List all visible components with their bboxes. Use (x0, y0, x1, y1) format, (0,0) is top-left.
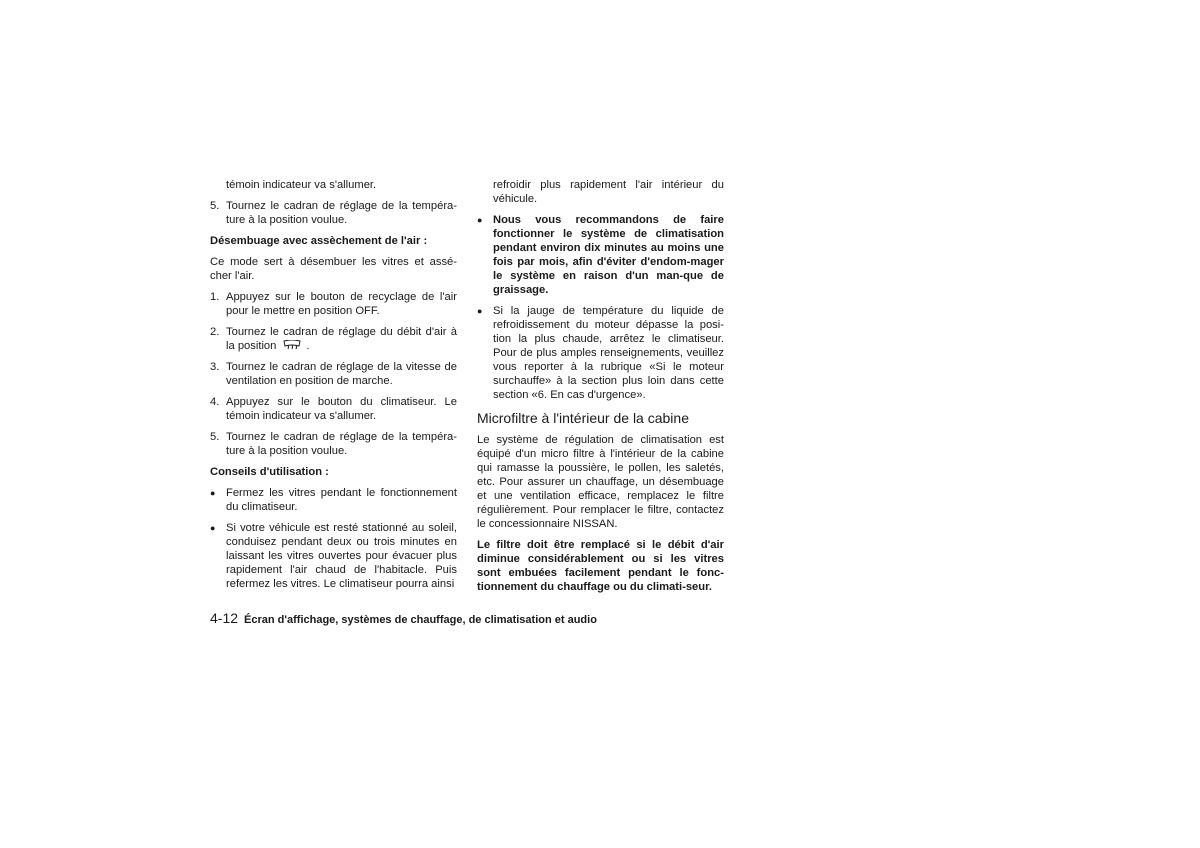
step-number: 5. (210, 200, 220, 212)
bullet-text: Fermez les vitres pendant le fonctionnement du climatiseur. (226, 487, 457, 513)
step-number: 2. (210, 326, 220, 338)
step-number: 1. (210, 291, 220, 303)
warning-paragraph: Le filtre doit être remplacé si le débit d'air diminue considérablement ou si les vitres sont embuées facilement pendant le fonc-tionnement du chauffage ou du climati-seur. (477, 539, 724, 593)
bullet-text: Nous vous recommandons de faire fonctionner le système de climatisation pendant environ dix minutes au moins une fois par mois, afin d'éviter d'endom-mager le système en raison d'un man-que de graissage. (493, 214, 724, 296)
bullet-text: Si votre véhicule est resté stationné au soleil, conduisez pendant deux ou trois minutes en laissant les vitres ouvertes pour évacuer plus rapidement l'air chaud de l'habitacle. Puis refermez les vitres. Le climatiseur pourra ainsi (226, 522, 457, 590)
bullet-icon: ● (477, 215, 483, 225)
defroster-icon (282, 340, 302, 352)
section-heading: Désembuage avec assèchement de l'air : (210, 235, 428, 247)
step-text-part: . (306, 340, 310, 352)
bullet-item (477, 213, 724, 297)
bullet-icon: ● (210, 523, 216, 533)
step-text: Appuyez sur le bouton de recyclage de l'air pour le mettre en position OFF. (226, 291, 457, 317)
bullet-text: Si la jauge de température du liquide de refroidissement du moteur dépasse la posi-tion la plus chaude, arrêtez le climatiseur. Pour de plus amples renseignements, veuillez vous reporter à la rubrique «Si le moteur surchauffe» à la section plus loin dans cette section «6. En cas d'urgence». (493, 305, 724, 401)
step-text: Tournez le cadran de réglage de la tempéra-ture à la position voulue. (226, 431, 457, 457)
step-text-part: Tournez le cadran de réglage du débit d'air à la position (226, 326, 457, 352)
chapter-title: Écran d'affichage, systèmes de chauffage, de climatisation et audio (244, 614, 597, 626)
bullet-item (210, 486, 457, 514)
step-number: 5. (210, 431, 220, 443)
bullet-item (210, 521, 457, 591)
step-item (210, 325, 457, 353)
step-text: Tournez le cadran de réglage de la vitesse de ventilation en position de marche. (226, 361, 457, 387)
left-column (210, 178, 457, 598)
page-footer (210, 610, 730, 626)
paragraph: Ce mode sert à désembuer les vitres et assé-cher l'air. (210, 256, 457, 282)
step-item (210, 430, 457, 458)
paragraph: refroidir plus rapidement l'air intérieur du véhicule. (493, 179, 724, 205)
step-text: Tournez le cadran de réglage de la tempéra-ture à la position voulue. (226, 200, 457, 226)
paragraph: témoin indicateur va s'allumer. (226, 179, 377, 191)
step-number: 3. (210, 361, 220, 373)
step-item (210, 199, 457, 227)
step-number: 4. (210, 396, 220, 408)
section-title: Microfiltre à l'intérieur de la cabine (477, 410, 689, 426)
step-item (210, 360, 457, 388)
paragraph: Le système de régulation de climatisation est équipé d'un micro filtre à l'intérieur de la cabine qui ramasse la poussière, le pollen, les saletés, etc. Pour assurer un chauffage, un désembuage et une ventilation efficace, remplacez le filtre régulièrement. Pour remplacer le filtre, contactez le concessionnaire NISSAN. (477, 434, 724, 530)
step-item (210, 290, 457, 318)
bullet-icon: ● (210, 488, 216, 498)
page-number: 4-12 (210, 610, 239, 626)
step-text (226, 325, 457, 353)
bullet-icon: ● (477, 306, 483, 316)
section-heading: Conseils d'utilisation : (210, 466, 329, 478)
step-text: Appuyez sur le bouton du climatiseur. Le témoin indicateur va s'allumer. (226, 396, 457, 422)
bullet-item (477, 304, 724, 402)
right-column (477, 178, 724, 601)
step-item (210, 395, 457, 423)
